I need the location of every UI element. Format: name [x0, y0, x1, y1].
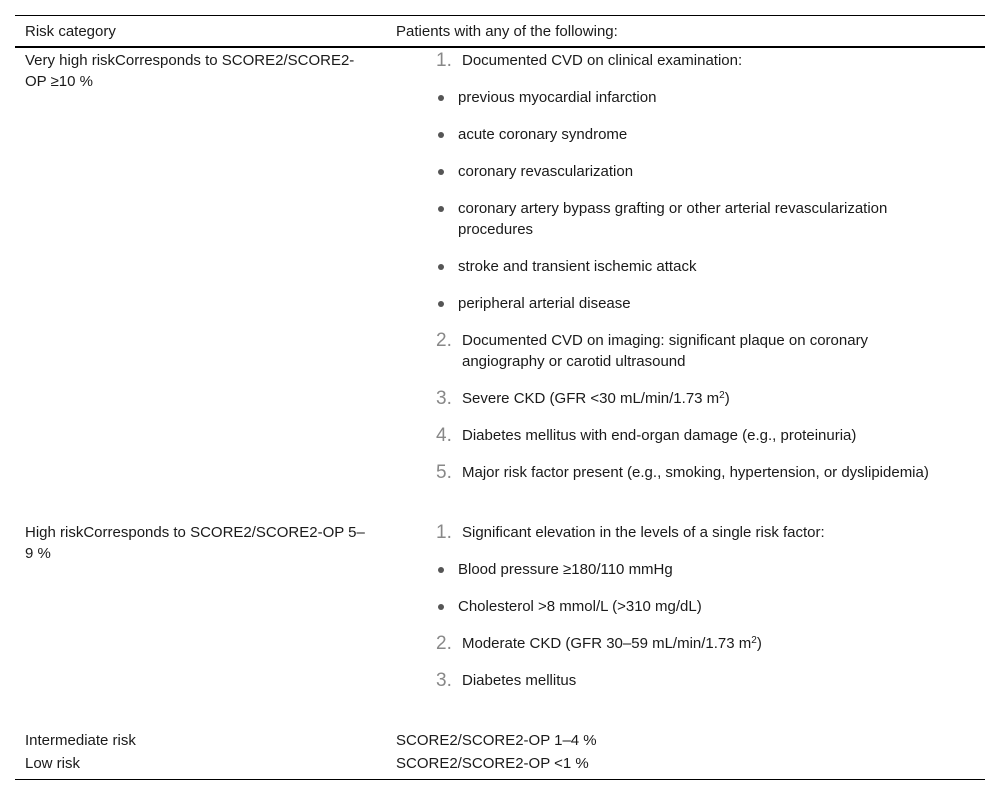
item-text: ) [756, 635, 762, 652]
list-item: Major risk factor present (e.g., smoking, hypertension, or dyslipidemia) [462, 464, 929, 481]
list-number: 1. [436, 522, 452, 543]
header-patients: Patients with any of the following: [396, 23, 618, 40]
superscript: 2 [719, 390, 725, 401]
list-item [462, 633, 762, 654]
table-header-rule [15, 46, 985, 48]
bullet-icon [438, 264, 444, 270]
list-item: Documented CVD on imaging: significant plaque on coronary [462, 332, 869, 349]
list-number: 2. [436, 633, 452, 654]
item-text: Moderate CKD (GFR 30–59 mL/min/1.73 m [462, 635, 752, 652]
list-item: coronary artery bypass grafting or other arterial revascularization [458, 200, 888, 217]
bullet-icon [438, 169, 444, 175]
list-item: acute coronary syndrome [458, 126, 628, 143]
bullet-icon [438, 567, 444, 573]
bullet-icon [438, 206, 444, 212]
list-number: 1. [436, 50, 452, 71]
list-item: Blood pressure ≥180/110 mmHg [458, 561, 673, 578]
list-item: previous myocardial infarction [458, 89, 657, 106]
item-text: Severe CKD (GFR <30 mL/min/1.73 m [462, 390, 720, 407]
superscript: 2 [751, 635, 757, 646]
bullet-icon [438, 604, 444, 610]
list-item-continuation: procedures [458, 221, 534, 238]
table-bottom-rule [15, 779, 985, 780]
list-item [462, 388, 730, 409]
category-low: Low risk [25, 755, 81, 772]
list-item: Documented CVD on clinical examination: [462, 52, 743, 69]
list-item: Significant elevation in the levels of a single risk factor: [462, 524, 825, 541]
item-text: ) [724, 390, 730, 407]
value-low: SCORE2/SCORE2-OP <1 % [396, 755, 589, 772]
bullet-icon [438, 95, 444, 101]
list-number: 3. [436, 670, 452, 691]
bullet-icon [438, 132, 444, 138]
table-top-rule [15, 15, 985, 16]
category-high: High riskCorresponds to SCORE2/SCORE2-OP 5–9 % [25, 524, 365, 562]
list-item-continuation: angiography or carotid ultrasound [462, 353, 686, 370]
list-item: Cholesterol >8 mmol/L (>310 mg/dL) [458, 598, 702, 615]
list-number: 4. [436, 425, 452, 446]
list-number: 5. [436, 462, 452, 483]
bullet-icon [438, 301, 444, 307]
category-intermediate: Intermediate risk [25, 732, 136, 749]
value-intermediate: SCORE2/SCORE2-OP 1–4 % [396, 732, 597, 749]
category-very-high: Very high riskCorresponds to SCORE2/SCORE2-OP ≥10 % [25, 52, 355, 90]
list-item: stroke and transient ischemic attack [458, 258, 697, 275]
list-item: coronary revascularization [458, 163, 634, 180]
list-number: 3. [436, 388, 452, 409]
list-item: Diabetes mellitus with end-organ damage (e.g., proteinuria) [462, 427, 857, 444]
header-risk-category: Risk category [25, 23, 116, 40]
list-number: 2. [436, 330, 452, 351]
list-item: Diabetes mellitus [462, 672, 577, 689]
list-item: peripheral arterial disease [458, 295, 631, 312]
